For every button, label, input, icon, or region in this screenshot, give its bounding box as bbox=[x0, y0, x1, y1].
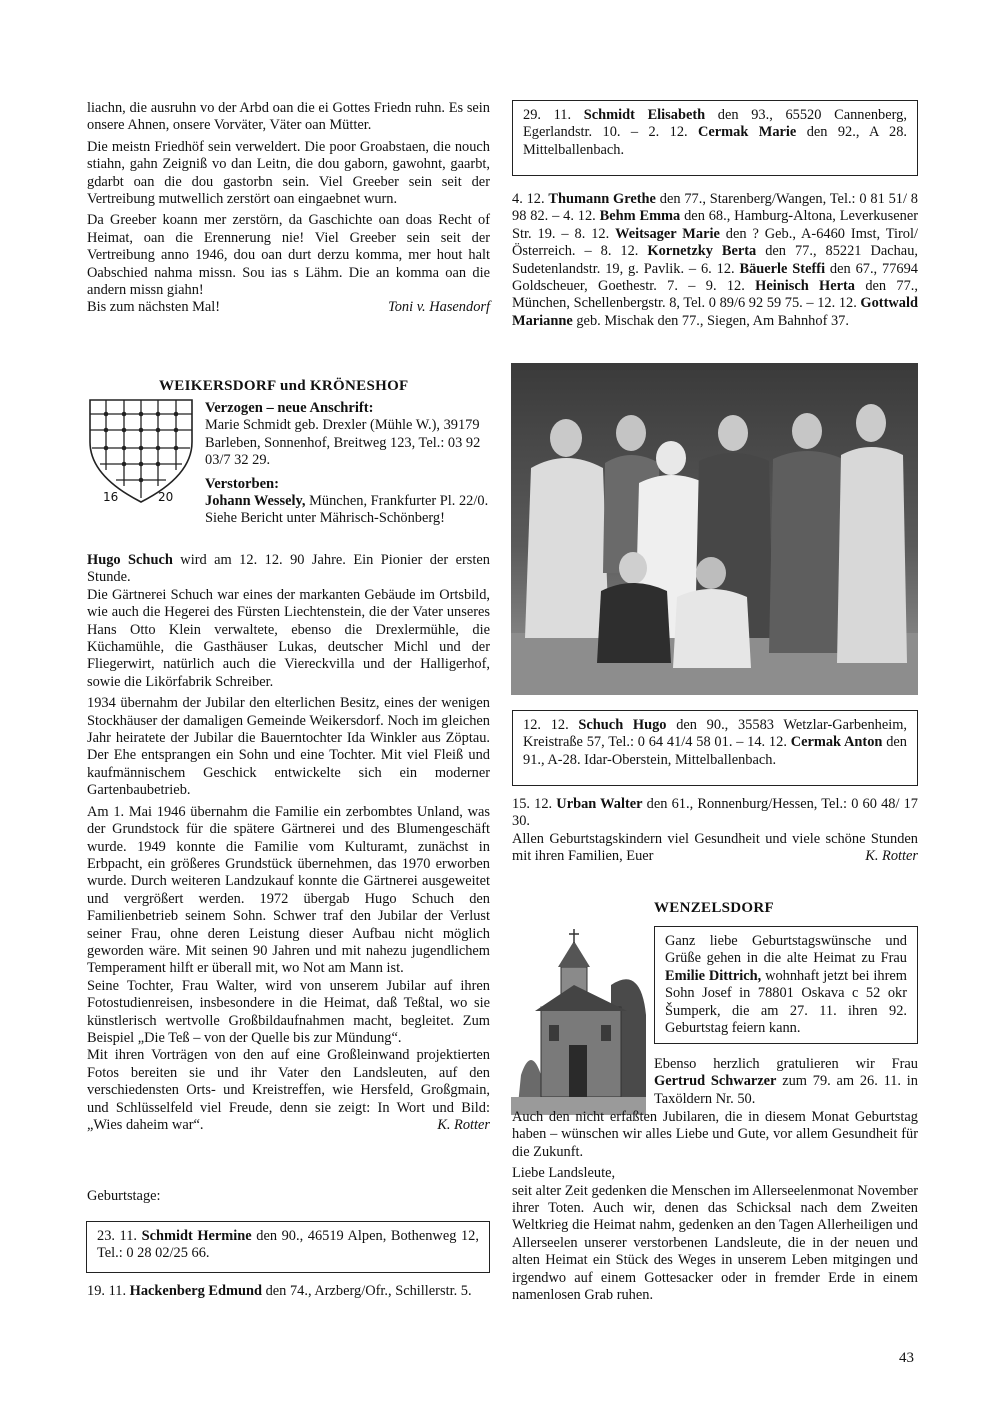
paragraph: Am 1. Mai 1946 übernahm die Familie ein zerbombtes Unland, was der Grundstock für die spätere Gärtnerei und des Blumengeschäft wurde. 1949 konnte die Familie vom Kulturamt, zunächst in Erbpacht, ein größeres Grundstück übernehmen, das 1970 erworben wurde. Durch weiteren Landzukauf konnte die Gärtnerei ausgeweitet und vergrößert werden. 1972 übergab Hugo Schuch den Familienbetrieb seinem Sohn. Schwer traf den Jubilar der Verlust seiner Frau, ohne deren Leistung dieser Aufbau nicht möglich geworden wäre. Mit seinen 90 Jahren und mit nahezu jugendlichem Temperament hilft er überall mit, wo Not am Mann ist. bbox=[87, 803, 490, 977]
paragraph: Hugo Schuch wird am 12. 12. 90 Jahre. Ein Pionier der ersten Stunde. bbox=[87, 552, 490, 586]
paragraph: seit alter Zeit gedenken die Menschen im Allerseelenmonat November ihrer Toten. Auch wir, denen das Schicksal nach dem Zweiten Weltkrieg die Heimat nahm, gedenken an den Tagen Allerheiligen und Allerseelen unserer verstorbenen Landsleute, die in der neuen und alten Heimat ein Stück des Weges in unserem Leben mitgingen und irgendwo auf einem Gottesacker oder in fremder Erde in einem namenlosen Grab ruhen. bbox=[512, 1182, 918, 1304]
person-name: Behm Emma bbox=[599, 208, 681, 225]
author-signature: K. Rotter bbox=[865, 848, 918, 865]
paragraph: Da Greeber koann mer zerstörn, da Gaschichte oan doas Recht of Heimat, oan die Erennerung nie! Viel Greeber sein seit der Vertreibung anno 1946, dou oan durt derzu komma, mer hout halt Oabschied nahma missn. Sou ias s Lähm. Die an komma oan die andern missn giahn! bbox=[87, 212, 490, 299]
hugo-schuch-article bbox=[87, 552, 490, 1134]
person-name: Kornetzky Berta bbox=[647, 243, 757, 260]
deceased-notice: Johann Wessely, München, Frankfurter Pl. 22/0. Siehe Bericht unter Mährisch-Schönberg! bbox=[205, 493, 489, 527]
person-name: Schmidt Hermine bbox=[141, 1228, 252, 1244]
paragraph: Die Gärtnerei Schuch war eines der markanten Gebäude im Ortsbild, wie auch die Hegerei des Fürsten Liechtenstein, die der Vater unseres Hans Otto Klein verwaltete, ebenso die Drexlermühle, die Küchamühle, die Gasthäuser Lukas, deutscher Michl und der Fliegerwirt, natürlich auch die Viereckvilla und der Halligerhof, sowie die Likörfabrik Schreiber. bbox=[87, 586, 490, 690]
person-name: Schuch Hugo bbox=[578, 717, 667, 733]
paragraph: liachn, die ausruhn vo der Arbd oan die ei Gottes Friedn ruhn. Es sein onsere Ahnen, onsere Vorväter, Väter oan Mütter. bbox=[87, 100, 490, 134]
closing-text: Bis zum nächsten Mal! bbox=[87, 299, 221, 316]
paragraph: Auch den nicht erfaßten Jubilaren, die in diesem Monat Geburtstag haben – wünschen wir alles Liebe und Gute, vor allem Gesundheit für die Zukunft. bbox=[512, 1109, 918, 1160]
signature-line bbox=[87, 299, 490, 316]
paragraph: 1934 übernahm der Jubilar den elterlichen Besitz, eines der wenigen Stockhäuser der damaligen Gemeinde Weikersdorf. Noch im gleichen Jahr heiratete der Jubilar die Bauerntochter Ida Winkler aus Zöptau. Der Ehe entsprangen ein Sohn und eine Tochter. Mit viel Fleiß und kaufmännischem Geschick entwickelte sich ein moderner Gartenbaubetrieb. bbox=[87, 695, 490, 799]
wenzelsdorf-greeting-box: Ganz liebe Geburtstagswünsche und Grüße gehen in die alte Heimat zu Frau Emilie Dittrich, wohnhaft jetzt bei ihrem Sohn Josef in 78801 Oskava c 52 okr Šumperk, die am 27. 11. ihren 92. Geburtstag feiern kann. bbox=[654, 926, 918, 1044]
birthday-list-text: 4. 12. Thumann Grethe den 77., Starenberg/Wangen, Tel.: 0 81 51/ 8 98 82. – 4. 12. Behm Emma den 68., Hamburg-Altona, Leverkusener Str. 19. – 8. 12. Weitsager Marie den ? Geb., A-6460 Imst, Tirol/Österreich. – 8. 12. Kornetzky Berta den 77., 85221 Dachau, Sudetenlandstr. 19, g. Pavlik. – 6. 12. Bäuerle Steffi den 67., 77694 Goldscheuer, Goethestr. 7. – 9. 12. Heinisch Herta den 77., München, Schellenbergstr. 8, Tel. 0 89/6 92 59 75. – 12. 12. Gottwald Marianne geb. Mischak den 77., Siegen, Am Bahnhof 37. bbox=[512, 191, 918, 329]
section-title-weikersdorf: WEIKERSDORF und KRÖNESHOF bbox=[159, 378, 409, 394]
paragraph: Seine Tochter, Frau Walter, wird von unserem Jubilar auf ihren Fotostudienreisen, insbesondere in die Heimat, daß Teßtal, wo sie künstlerisch wertvolle Großbildaufnahmen macht, begleitet. Zum Beispiel „Die Teß – von der Quelle bis zur Mündung“. bbox=[87, 977, 490, 1046]
person-name: Heinisch Herta bbox=[755, 278, 855, 295]
moved-address: Marie Schmidt geb. Drexler (Mühle W.), 39179 Barleben, Sonnenhof, Breitweg 123, Tel.: 03 92 03/7 32 29. bbox=[205, 417, 481, 469]
paragraph: Die meistn Friedhöf sein verweldert. Die poor Groabstaen, die nouch stiahn, gahn Zeigniß vo dan Leitn, die dou gaborn, gawohnt, gaarbt, gdarbt oan die dou gastorbn sein. Viel Greeber sein seit der Vertreibung mutwellich zerstört oan eingaebnet wurn. bbox=[87, 138, 490, 208]
crest-year-right: 20 bbox=[158, 490, 174, 504]
birthday-entry: 19. 11. Hackenberg Edmund den 74., Arzberg/Ofr., Schillerstr. 5. bbox=[87, 1283, 472, 1299]
person-name: Schmidt Elisabeth bbox=[583, 107, 706, 123]
author-signature: K. Rotter bbox=[437, 1117, 490, 1133]
person-name: Hackenberg Edmund bbox=[129, 1283, 262, 1299]
wishes: Allen Geburtstagskindern viel Gesundheit und viele schöne Stunden mit ihren Familien, Euer K. Rotter bbox=[512, 830, 918, 865]
birthday-entries-right bbox=[512, 796, 918, 870]
person-name: Emilie Dittrich, bbox=[665, 967, 762, 984]
person-name: Gottwald Marianne bbox=[512, 295, 918, 329]
birthday-box-right: 12. 12. Schuch Hugo den 90., 35583 Wetzlar-Garbenheim, Kreistraße 57, Tel.: 0 64 41/4 58 01. – 14. 12. Cermak Anton den 91., A-28. Idar-Oberstein, Mittelballenbach. bbox=[512, 710, 918, 786]
wenzelsdorf-para-1: Ebenso herzlich gratulieren wir Frau Gertrud Schwarzer zum 79. am 26. 11. in Taxöldern Nr. 50. bbox=[654, 1056, 918, 1107]
weikersdorf-notices bbox=[205, 400, 490, 532]
birthday-list bbox=[512, 191, 918, 334]
person-name: Gertrud Schwarzer bbox=[654, 1073, 777, 1090]
group-photo bbox=[511, 363, 918, 695]
wenzelsdorf-text bbox=[512, 1109, 918, 1308]
person-name: Urban Walter bbox=[556, 796, 643, 812]
person-name: Cermak Marie bbox=[698, 124, 797, 141]
section-title-wenzelsdorf: WENZELSDORF bbox=[654, 900, 774, 916]
deceased-heading: Verstorben: bbox=[205, 475, 280, 492]
salutation: Liebe Landsleute, bbox=[512, 1165, 616, 1182]
person-name: Weitsager Marie bbox=[615, 225, 720, 242]
birthday-box-left: 23. 11. Schmidt Hermine den 90., 46519 Alpen, Bothenweg 12, Tel.: 0 28 02/25 66. bbox=[86, 1221, 490, 1273]
crest-year-left: 16 bbox=[103, 490, 119, 504]
chapel-photo bbox=[511, 925, 646, 1115]
moved-heading: Verzogen – neue Anschrift: bbox=[205, 400, 374, 416]
birthdays-label: Geburtstage: bbox=[87, 1188, 161, 1204]
birthday-box-top: 29. 11. Schmidt Elisabeth den 93., 65520 Cannenberg, Egerlandstr. 10. – 2. 12. Cermak Marie den 92., A 28. Mittelballenbach. bbox=[512, 100, 918, 176]
person-name: Bäuerle Steffi bbox=[739, 260, 826, 277]
author-signature: Toni v. Hasendorf bbox=[388, 299, 490, 316]
person-name: Cermak Anton bbox=[790, 734, 883, 751]
person-name: Thumann Grethe bbox=[548, 191, 656, 207]
column-left-top bbox=[87, 100, 490, 317]
birthday-entry: 15. 12. Urban Walter den 61., Ronnenburg/Hessen, Tel.: 0 60 48/ 17 30. bbox=[512, 796, 919, 830]
page-number: 43 bbox=[899, 1350, 914, 1366]
paragraph: Mit ihren Vorträgen von den auf eine Großleinwand projektierten Fotos bereiten sie und ihr Vater den Landsleuten, auf den verschiedensten Orts- und Kreistreffen, wie Hersfeld, Großgmain, und Schlüsselfeld viel Freude, denn sie zeigt: In Wort und Bild: „Wies daheim war“. K. Rotter bbox=[87, 1047, 490, 1133]
